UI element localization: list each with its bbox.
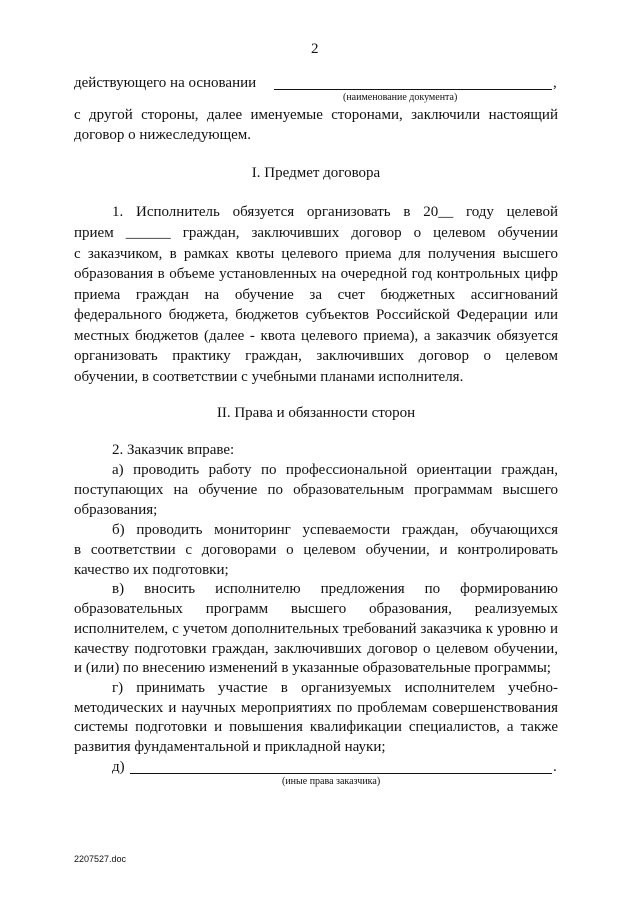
item-a-line: а) проводить работу по профессиональной ориентации граждан, [112,462,558,478]
section-1-line: прием ______ граждан, заключивших договор о целевом обучении [74,225,558,241]
item-b-line: качество их подготовки; [74,562,229,578]
item-g-line: методических и научных мероприятиях по проблемам совершенствования [74,700,558,716]
item-d-label: д) [112,759,125,775]
item-b-line: б) проводить мониторинг успеваемости граждан, обучающихся [112,522,558,538]
item-v-line: исполнителем, с учетом дополнительных требований заказчика к уровню и [74,621,558,637]
item-g-line: г) принимать участие в организуемых исполнителем учебно- [112,680,558,696]
section-1-heading: I. Предмет договора [251,165,381,181]
section-1-line: федерального бюджета, бюджетов субъектов Российской Федерации или [74,307,558,323]
section-1-line: приема граждан на обучение за счет бюджетных ассигнований [74,287,558,303]
file-name-footer: 2207527.doc [74,854,127,864]
item-v-line: образовательных программ высшего образования, реализуемых [74,601,558,617]
item-v-line: в) вносить исполнителю предложения по формированию [112,581,558,597]
section-1-line: с заказчиком, в рамках квоты целевого приема для получения высшего [74,246,558,262]
section-1-line: 1. Исполнитель обязуется организовать в 20__ году целевой [112,204,558,220]
section-1-line: местных бюджетов (далее - квота целевого приема), а заказчик обязуется [74,328,558,344]
item-v-line: качеству подготовки граждан, заключивших договор о целевом обучении, [74,641,558,657]
intro-line-3: договор о нижеследующем. [74,127,252,143]
item-2-label: 2. Заказчик вправе: [112,442,235,458]
document-name-caption: (наименование документа) [343,92,458,103]
item-a-line: образования; [74,502,158,518]
intro-line-1-end: , [553,75,557,91]
item-a-line: поступающих на обучение по образовательным программам высшего [74,482,558,498]
page-number: 2 [311,41,319,57]
section-1-line: организовать практику граждан, заключивших договор о целевом [74,348,558,364]
item-b-line: в соответствии с договорами о целевом обучении, и контролировать [74,542,558,558]
other-rights-blank [130,773,552,774]
section-1-line: образования в объеме установленных на очередной год контрольных цифр [74,266,558,282]
intro-line-1: действующего на основании [74,75,257,91]
item-v-line: и (или) по внесению изменений в указанные образовательные программы; [74,660,551,676]
other-rights-caption: (иные права заказчика) [282,776,381,787]
item-d-end: . [553,759,557,775]
section-1-line: обучении, в соответствии с учебными планами исполнителя. [74,369,464,385]
section-2-heading: II. Права и обязанности сторон [216,405,416,421]
document-name-blank [274,89,552,90]
intro-line-2: с другой стороны, далее именуемые сторонами, заключили настоящий [74,107,558,123]
item-g-line: развития фундаментальной и прикладной науки; [74,739,386,755]
item-g-line: системы подготовки и повышения квалификации специалистов, а также [74,719,558,735]
